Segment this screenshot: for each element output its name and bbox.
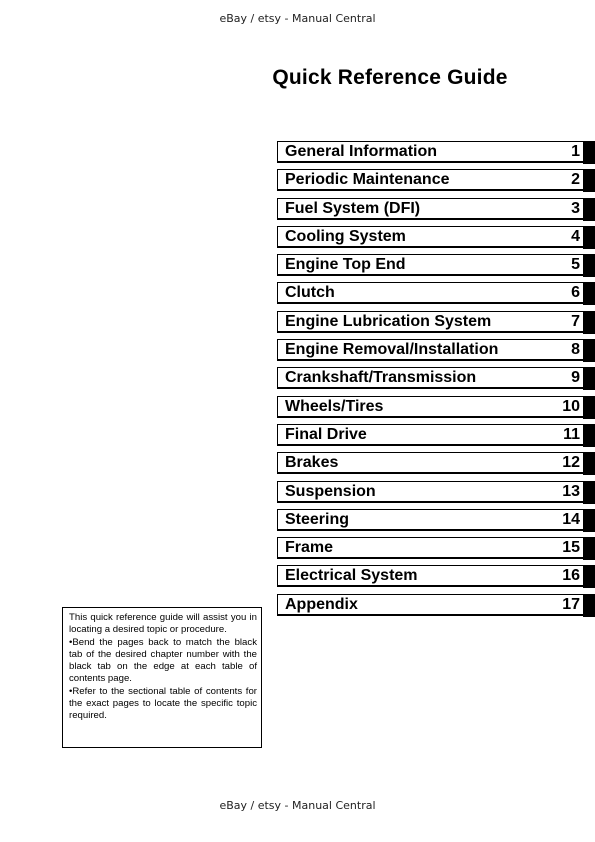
instructions-bullet: •Refer to the sectional table of contents for the exact pages to locate the specific topic required. xyxy=(69,685,257,722)
toc-number: 11 xyxy=(563,425,580,443)
toc-label: Periodic Maintenance xyxy=(285,171,450,189)
page-title: Quick Reference Guide xyxy=(272,66,508,89)
toc-label: Suspension xyxy=(285,482,376,500)
toc-row[interactable] xyxy=(277,169,595,191)
toc-row[interactable] xyxy=(277,367,595,389)
instructions-bullet: •Bend the pages back to match the black tab of the desired chapter number with the black tab on the edge at each table of contents page. xyxy=(69,636,257,685)
toc-row[interactable] xyxy=(277,254,595,276)
chapter-tab xyxy=(583,537,595,560)
toc-number: 3 xyxy=(571,199,580,217)
chapter-tab xyxy=(583,594,595,617)
table-of-contents xyxy=(277,141,595,622)
chapter-tab xyxy=(583,141,595,164)
toc-label: Appendix xyxy=(285,595,358,613)
toc-label: Engine Top End xyxy=(285,256,406,274)
toc-row[interactable] xyxy=(277,594,595,616)
chapter-tab xyxy=(583,509,595,532)
toc-label: Frame xyxy=(285,539,334,557)
toc-row[interactable] xyxy=(277,452,595,474)
toc-number: 12 xyxy=(562,454,580,472)
chapter-tab xyxy=(583,565,595,588)
toc-number: 8 xyxy=(571,341,580,359)
toc-label: Engine Removal/Installation xyxy=(285,341,499,359)
chapter-tab xyxy=(583,452,595,475)
toc-row[interactable] xyxy=(277,282,595,304)
chapter-tab xyxy=(583,424,595,447)
toc-label: Engine Lubrication System xyxy=(285,312,492,330)
toc-row[interactable] xyxy=(277,339,595,361)
footer-watermark: eBay / etsy - Manual Central xyxy=(219,799,376,812)
toc-number: 1 xyxy=(571,143,580,160)
toc-label: Fuel System (DFI) xyxy=(285,199,421,217)
toc-number: 2 xyxy=(571,171,580,189)
toc-number: 16 xyxy=(562,567,580,585)
toc-row[interactable] xyxy=(277,481,595,503)
chapter-tab xyxy=(583,396,595,419)
chapter-tab xyxy=(583,226,595,249)
chapter-tab xyxy=(583,169,595,192)
toc-row[interactable] xyxy=(277,198,595,220)
toc-row[interactable] xyxy=(277,396,595,418)
toc-number: 9 xyxy=(571,369,580,387)
toc-number: 4 xyxy=(571,227,580,245)
instructions-box xyxy=(62,607,262,748)
toc-number: 7 xyxy=(571,312,580,330)
toc-label: Clutch xyxy=(285,284,335,302)
toc-number: 15 xyxy=(562,539,580,557)
toc-row[interactable] xyxy=(277,226,595,248)
toc-row[interactable] xyxy=(277,565,595,587)
chapter-tab xyxy=(583,282,595,305)
toc-row[interactable] xyxy=(277,537,595,559)
toc-label: General Information xyxy=(285,143,438,160)
toc-label: Final Drive xyxy=(285,425,367,443)
toc-number: 6 xyxy=(571,284,580,302)
toc-row[interactable] xyxy=(277,509,595,531)
chapter-tab xyxy=(583,481,595,504)
chapter-tab xyxy=(583,311,595,334)
chapter-tab xyxy=(583,367,595,390)
header-watermark: eBay / etsy - Manual Central xyxy=(219,12,376,25)
toc-label: Brakes xyxy=(285,454,339,472)
chapter-tab xyxy=(583,254,595,277)
chapter-tab xyxy=(583,198,595,221)
toc-number: 14 xyxy=(562,510,580,528)
toc-label: Steering xyxy=(285,510,350,528)
toc-row[interactable] xyxy=(277,141,595,163)
toc-number: 17 xyxy=(562,595,580,613)
toc-row[interactable] xyxy=(277,311,595,333)
toc-number: 10 xyxy=(562,397,580,415)
toc-label: Wheels/Tires xyxy=(285,397,384,415)
toc-label: Crankshaft/Transmission xyxy=(285,369,477,387)
toc-label: Electrical System xyxy=(285,567,418,585)
toc-row[interactable] xyxy=(277,424,595,446)
toc-number: 13 xyxy=(562,482,580,500)
toc-number: 5 xyxy=(571,256,580,274)
toc-label: Cooling System xyxy=(285,227,406,245)
chapter-tab xyxy=(583,339,595,362)
instructions-intro: This quick reference guide will assist you in locating a desired topic or procedure. xyxy=(69,612,257,636)
